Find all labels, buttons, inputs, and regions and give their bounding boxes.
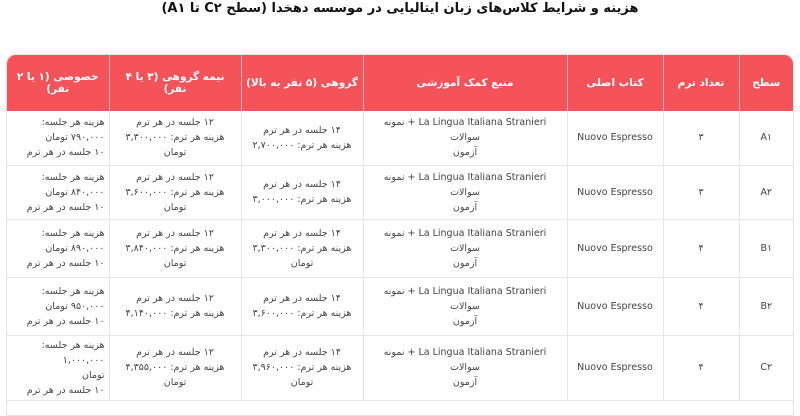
cell-semi-group-price bbox=[109, 335, 241, 400]
header-terms: تعداد ترم bbox=[663, 55, 739, 111]
terms-value: ۴ bbox=[698, 242, 704, 254]
book-name: Nuovo Espresso bbox=[577, 300, 653, 312]
header-private: خصوصی (۱ یا ۲ نفر) bbox=[7, 55, 109, 111]
cell-terms bbox=[663, 335, 739, 400]
cell-semi-group-price bbox=[109, 111, 241, 165]
cell-private-price bbox=[7, 277, 109, 335]
semi-line: ۱۲ جلسه در هر ترم bbox=[136, 293, 214, 304]
group-line: هزینه هر ترم: ۳,۶۰۰,۰۰۰ bbox=[252, 308, 352, 319]
semi-line: تومان bbox=[163, 257, 187, 269]
semi-line: تومان bbox=[163, 147, 187, 159]
cell-resource bbox=[363, 111, 567, 165]
semi-line: تومان bbox=[163, 377, 187, 388]
cell-terms bbox=[663, 277, 739, 335]
cell-book bbox=[567, 219, 663, 277]
book-name: Nuovo Espresso bbox=[577, 362, 653, 373]
private-line: ۱۰ جلسه در هر ترم bbox=[26, 257, 105, 269]
resource-line: آزمون bbox=[452, 257, 478, 269]
private-line: ۱۰ جلسه در هر ترم bbox=[26, 384, 105, 396]
table-row bbox=[7, 165, 793, 219]
header-group: گروهی (۵ نفر به بالا) bbox=[241, 55, 363, 111]
level-label: C۲ bbox=[760, 362, 773, 373]
cell-semi-group-price bbox=[109, 165, 241, 219]
header-book: کتاب اصلی bbox=[567, 55, 663, 111]
cell-private-price bbox=[7, 111, 109, 165]
resource-line: آزمون bbox=[452, 201, 478, 213]
resource-line: La Lingua Italiana Stranieri + نمونه سوالات bbox=[383, 285, 547, 312]
private-line: تومان bbox=[81, 369, 105, 381]
cell-terms bbox=[663, 111, 739, 165]
table-row bbox=[7, 277, 793, 335]
table-row bbox=[7, 219, 793, 277]
level-label: A۱ bbox=[760, 132, 773, 144]
table-row bbox=[7, 335, 793, 400]
terms-value: ۳ bbox=[698, 186, 704, 198]
cell-level bbox=[739, 335, 793, 400]
cell-resource bbox=[363, 219, 567, 277]
cell-semi-group-price bbox=[109, 219, 241, 277]
semi-line: هزینه هر ترم: ۴,۳۵۵,۰۰۰ bbox=[125, 362, 225, 373]
semi-line: تومان bbox=[163, 201, 187, 213]
cell-private-price bbox=[7, 335, 109, 400]
terms-value: ۴ bbox=[698, 300, 704, 312]
cell-resource bbox=[363, 165, 567, 219]
group-line: ۱۴ جلسه در هر ترم bbox=[263, 227, 341, 239]
private-line: ۱۰ جلسه در هر ترم bbox=[26, 201, 105, 213]
cell-group-price bbox=[241, 111, 363, 165]
level-label: B۲ bbox=[760, 300, 773, 312]
resource-line: آزمون bbox=[452, 147, 478, 159]
semi-line: هزینه هر ترم: ۳,۳۰۰,۰۰۰ bbox=[125, 132, 225, 144]
cell-level bbox=[739, 277, 793, 335]
semi-line: ۱۲ جلسه در هر ترم bbox=[136, 227, 214, 239]
cell-semi-group-price bbox=[109, 277, 241, 335]
private-line: هزینه هر جلسه: ۸۴۰,۰۰۰ تومان bbox=[41, 171, 105, 198]
header-level: سطح bbox=[739, 55, 793, 111]
semi-line: ۱۲ جلسه در هر ترم bbox=[136, 171, 214, 183]
cell-terms bbox=[663, 165, 739, 219]
private-line: ۱۰ جلسه در هر ترم bbox=[26, 147, 105, 159]
resource-line: La Lingua Italiana Stranieri + نمونه سوالات bbox=[383, 347, 547, 373]
semi-line: هزینه هر ترم: ۴,۱۴۰,۰۰۰ bbox=[125, 308, 225, 319]
cell-resource bbox=[363, 335, 567, 400]
cell-private-price bbox=[7, 219, 109, 277]
cell-level bbox=[739, 111, 793, 165]
group-line: هزینه هر ترم: ۳,۹۶۰,۰۰۰ bbox=[252, 362, 352, 373]
group-line: هزینه هر ترم: ۲,۷۰۰,۰۰۰ bbox=[252, 139, 352, 151]
group-line: ۱۴ جلسه در هر ترم bbox=[263, 347, 341, 358]
group-line: ۱۴ جلسه در هر ترم bbox=[263, 179, 341, 190]
terms-value: ۳ bbox=[698, 132, 704, 144]
page-title: هزینه و شرایط کلاس‌های زبان ایتالیایی در موسسه دهخدا (سطح C۲ تا A۱) bbox=[161, 1, 639, 16]
semi-line: ۱۲ جلسه در هر ترم bbox=[136, 347, 214, 358]
cell-private-price bbox=[7, 165, 109, 219]
semi-line: ۱۲ جلسه در هر ترم bbox=[136, 117, 214, 129]
private-line: هزینه هر جلسه: ۹۵۰,۰۰۰ تومان bbox=[41, 285, 105, 312]
cell-terms bbox=[663, 219, 739, 277]
resource-line: آزمون bbox=[452, 315, 478, 327]
header-semi-group: نیمه گروهی (۳ یا ۴ نفر) bbox=[109, 55, 241, 111]
cell-level bbox=[739, 165, 793, 219]
cell-group-price bbox=[241, 335, 363, 400]
cell-group-price bbox=[241, 277, 363, 335]
cell-book bbox=[567, 111, 663, 165]
resource-line: La Lingua Italiana Stranieri + نمونه سوالات bbox=[383, 117, 547, 144]
resource-line: آزمون bbox=[452, 377, 478, 388]
semi-line: هزینه هر ترم: ۳,۶۰۰,۰۰۰ bbox=[125, 186, 225, 198]
book-name: Nuovo Espresso bbox=[577, 186, 653, 198]
level-label: A۲ bbox=[760, 186, 773, 198]
resource-line: La Lingua Italiana Stranieri + نمونه سوالات bbox=[383, 171, 547, 198]
group-line: تومان bbox=[290, 377, 314, 388]
group-line: هزینه هر ترم: ۳,۳۰۰,۰۰۰ bbox=[252, 242, 352, 254]
semi-line: هزینه هر ترم: ۳,۸۴۰,۰۰۰ bbox=[125, 242, 225, 254]
cell-level bbox=[739, 219, 793, 277]
cell-resource bbox=[363, 277, 567, 335]
cell-group-price bbox=[241, 219, 363, 277]
cell-book bbox=[567, 335, 663, 400]
resource-line: La Lingua Italiana Stranieri + نمونه سوالات bbox=[383, 227, 547, 254]
level-label: B۱ bbox=[760, 242, 773, 254]
terms-value: ۴ bbox=[698, 362, 704, 373]
cell-book bbox=[567, 277, 663, 335]
table-header-row bbox=[7, 55, 793, 111]
group-line: ۱۴ جلسه در هر ترم bbox=[263, 124, 341, 136]
group-line: تومان bbox=[290, 257, 314, 269]
price-table-container bbox=[6, 54, 794, 416]
cell-group-price bbox=[241, 165, 363, 219]
group-line: ۱۴ جلسه در هر ترم bbox=[263, 293, 341, 304]
private-line: هزینه هر جلسه: ۸۹۰,۰۰۰ تومان bbox=[41, 227, 105, 254]
table-row bbox=[7, 111, 793, 165]
group-line: هزینه هر ترم: ۳,۰۰۰,۰۰۰ bbox=[252, 194, 352, 205]
book-name: Nuovo Espresso bbox=[577, 242, 653, 254]
private-line: ۱۰ جلسه در هر ترم bbox=[26, 315, 105, 327]
private-line: هزینه هر جلسه: ۱,۰۰۰,۰۰۰ bbox=[41, 339, 105, 366]
private-line: هزینه هر جلسه: ۷۹۰,۰۰۰ تومان bbox=[41, 117, 105, 144]
header-resource: منبع کمک آموزشی bbox=[363, 55, 567, 111]
book-name: Nuovo Espresso bbox=[577, 132, 653, 144]
price-table bbox=[7, 55, 793, 401]
cell-book bbox=[567, 165, 663, 219]
